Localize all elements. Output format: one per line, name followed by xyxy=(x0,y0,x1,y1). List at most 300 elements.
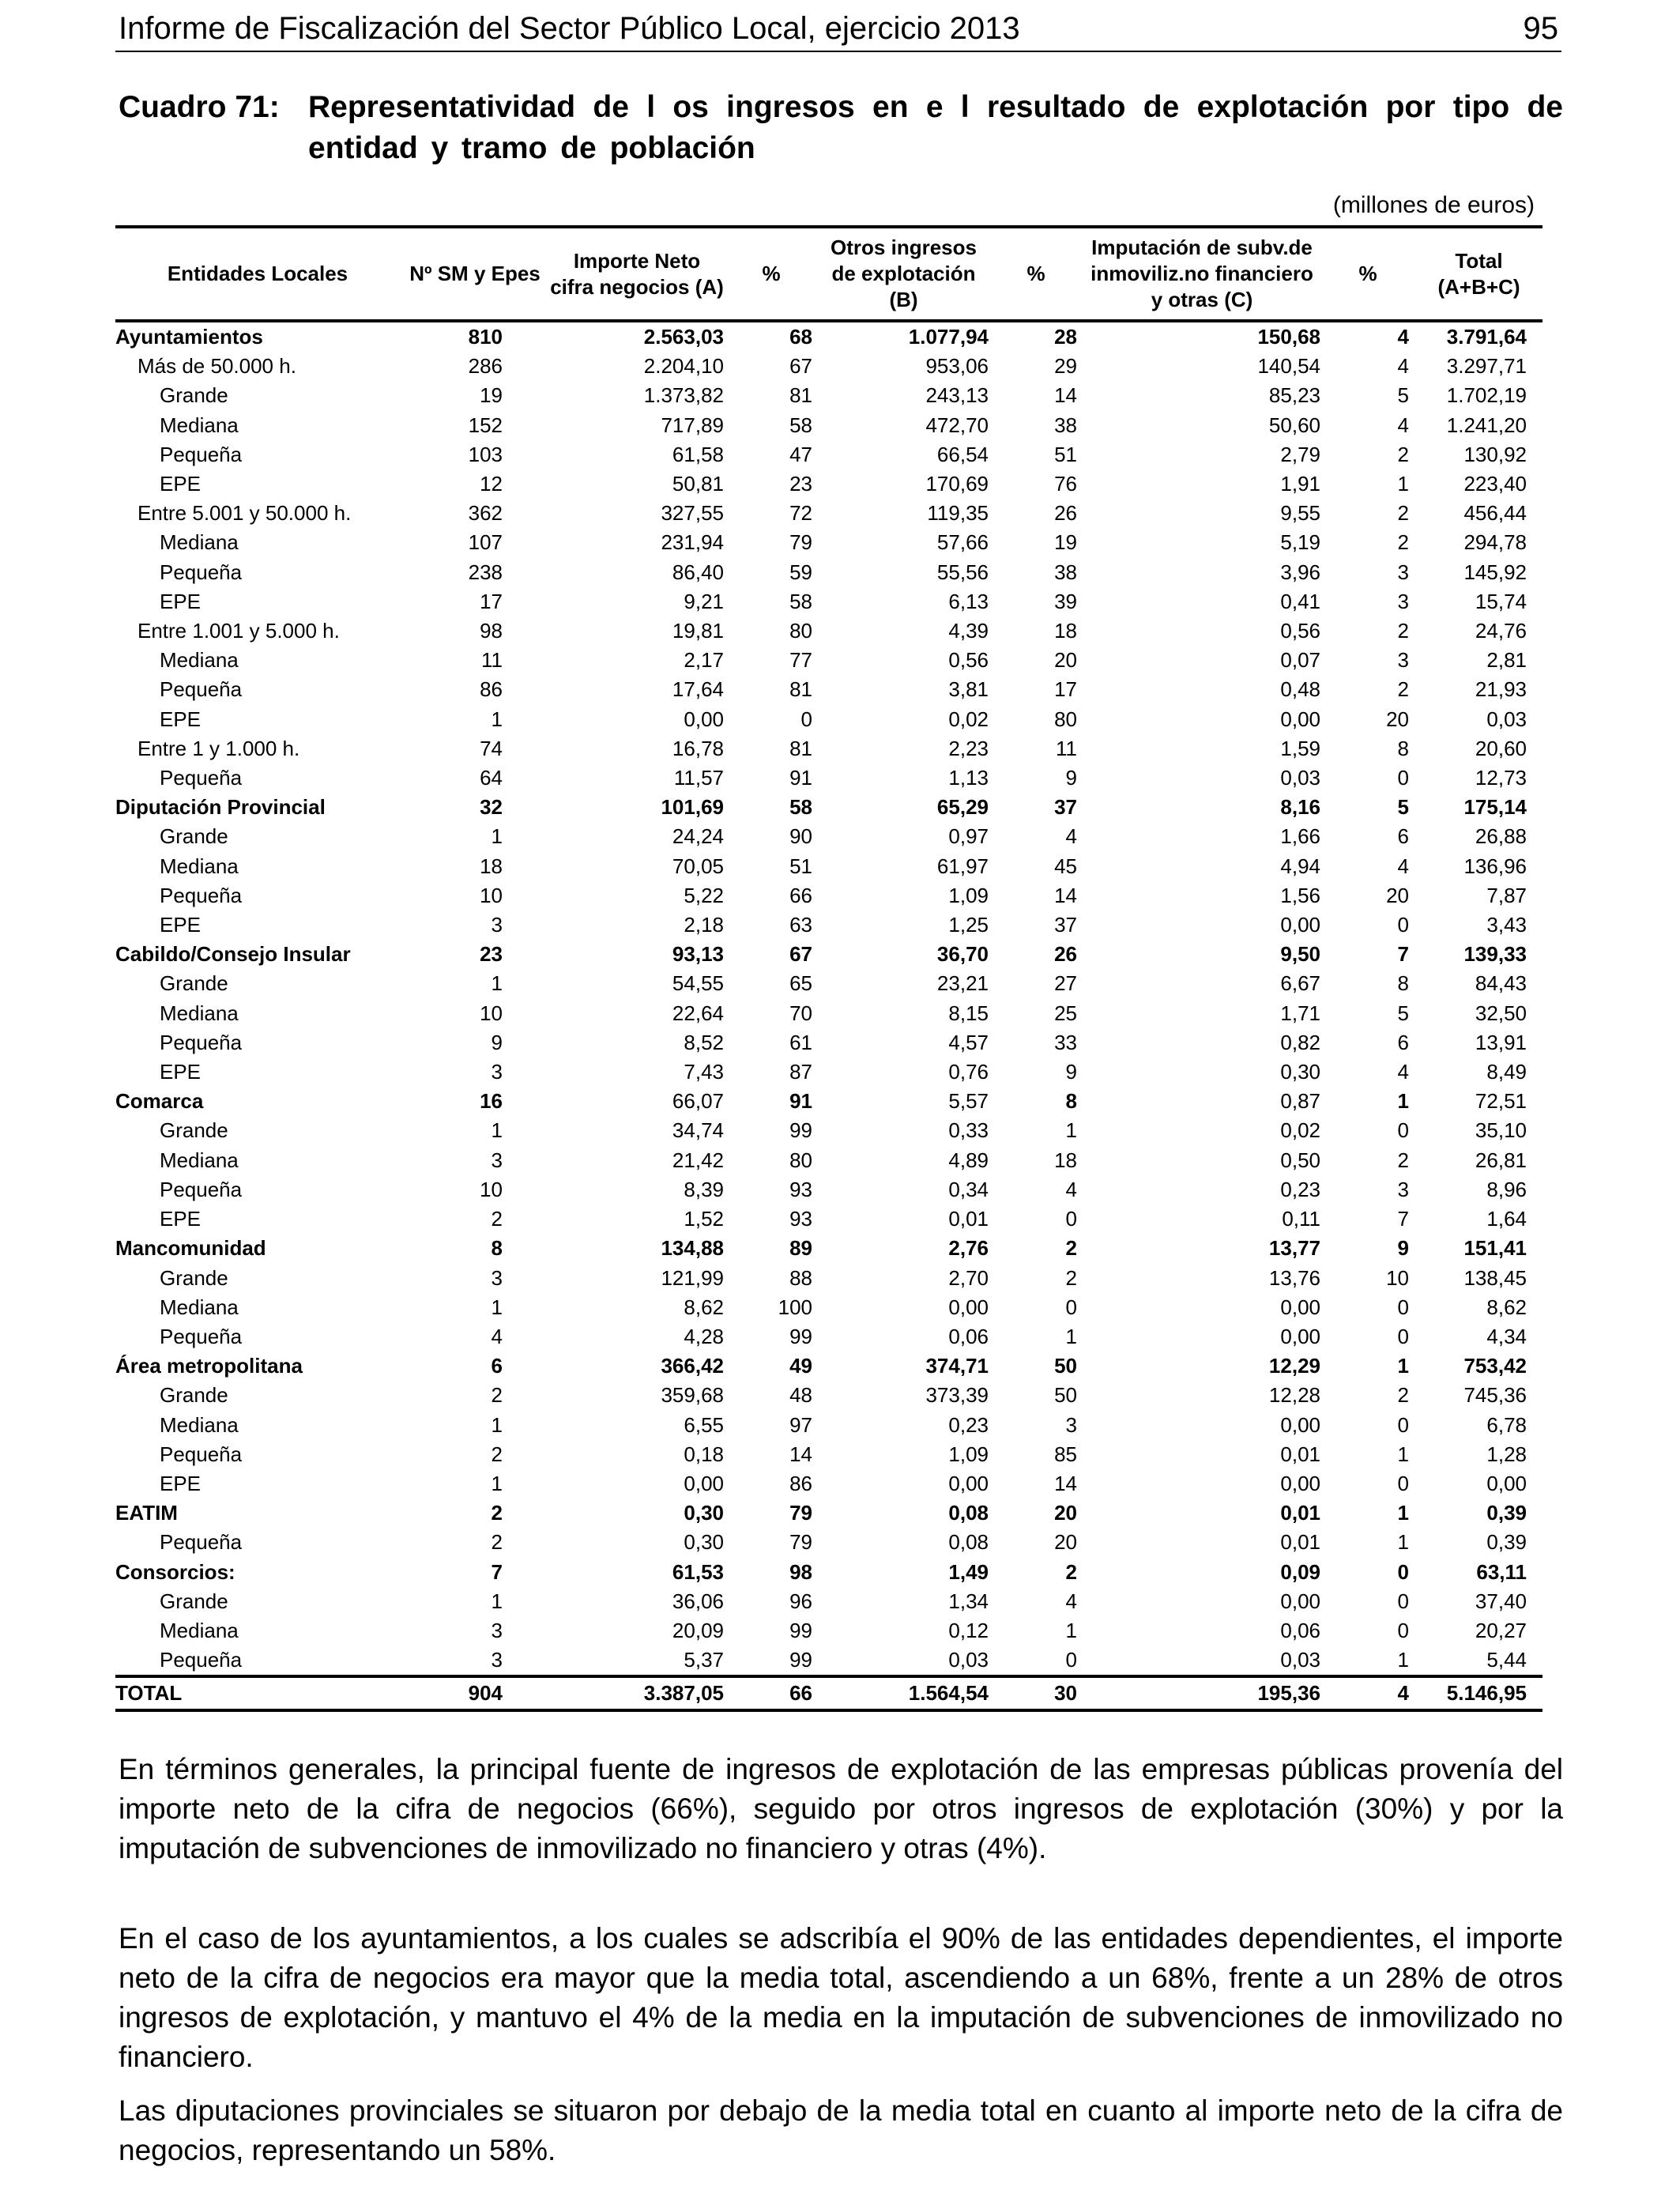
cell-net-turnover: 3.387,05 xyxy=(550,1676,724,1710)
table-row xyxy=(115,822,1543,851)
cell-other-income: 0,02 xyxy=(948,707,989,731)
cell-total: 4,34 xyxy=(1486,1324,1527,1348)
cell-subsidies: 9,50 xyxy=(1280,942,1320,967)
cell-pct-c: 8 xyxy=(1397,971,1409,996)
table-header-row xyxy=(115,227,1543,321)
cell-entity: Comarca xyxy=(115,1089,204,1114)
cell-total: 0,39 xyxy=(1486,1530,1527,1555)
cell-entity: EPE xyxy=(160,472,202,496)
table-row xyxy=(115,381,1543,410)
cell-entity: Pequeña xyxy=(160,677,243,702)
cell-pct-b: 4 xyxy=(1065,1177,1077,1201)
cell-count: 3 xyxy=(491,1265,503,1290)
cell-other-income: 1,25 xyxy=(948,913,989,937)
table-row xyxy=(115,675,1543,704)
cell-other-income: 472,70 xyxy=(925,413,989,437)
table-row xyxy=(115,1293,1543,1322)
cell-pct-b: 51 xyxy=(1054,442,1077,466)
cell-other-income: 0,97 xyxy=(948,824,989,849)
cell-pct-a: 51 xyxy=(789,854,812,878)
cell-count: 1 xyxy=(491,971,503,996)
cell-pct-b: 20 xyxy=(1054,648,1077,673)
cell-pct-c: 1 xyxy=(1397,1501,1409,1525)
cell-net-turnover: 2.204,10 xyxy=(643,354,724,379)
cell-pct-c: 3 xyxy=(1397,1177,1409,1201)
cell-pct-a: 77 xyxy=(789,648,812,673)
cell-pct-b: 45 xyxy=(1054,854,1077,878)
cell-pct-a: 47 xyxy=(789,442,812,466)
cell-pct-a: 59 xyxy=(789,560,812,584)
cell-pct-c: 10 xyxy=(1386,1265,1409,1290)
cell-pct-b: 1 xyxy=(1065,1618,1077,1642)
col-header-net-turnover: Importe Neto cifra negocios (A) xyxy=(550,227,724,321)
cell-count: 17 xyxy=(480,589,503,613)
cell-other-income: 3,81 xyxy=(948,677,989,702)
cell-subsidies: 5,19 xyxy=(1280,530,1320,555)
cell-entity: Cabildo/Consejo Insular xyxy=(115,942,351,967)
cell-pct-a: 49 xyxy=(789,1354,812,1378)
cell-other-income: 0,33 xyxy=(948,1118,989,1143)
cell-net-turnover: 0,30 xyxy=(684,1530,724,1555)
cell-entity: Mediana xyxy=(160,1618,239,1642)
cell-pct-a: 80 xyxy=(789,619,812,643)
cell-pct-c: 1 xyxy=(1397,472,1409,496)
cell-subsidies: 1,91 xyxy=(1280,472,1320,496)
cell-pct-b: 39 xyxy=(1054,589,1077,613)
cell-total: 175,14 xyxy=(1463,795,1527,820)
cell-count: 3 xyxy=(491,1648,503,1672)
cell-other-income: 953,06 xyxy=(925,354,989,379)
col-header-pct-b: % xyxy=(989,227,1083,321)
cell-pct-b: 2 xyxy=(1065,1559,1077,1584)
cell-subsidies: 1,66 xyxy=(1280,824,1320,849)
cell-count: 1 xyxy=(491,1589,503,1613)
cell-net-turnover: 4,28 xyxy=(684,1324,724,1348)
cell-pct-c: 4 xyxy=(1320,1676,1415,1710)
cell-pct-c: 2 xyxy=(1397,501,1409,526)
cell-net-turnover: 359,68 xyxy=(661,1383,724,1408)
table-row xyxy=(115,469,1543,499)
cell-count: 10 xyxy=(480,1177,503,1201)
table-row xyxy=(115,1411,1543,1440)
cell-pct-c: 6 xyxy=(1397,824,1409,849)
table-row xyxy=(115,411,1543,440)
cell-other-income: 0,12 xyxy=(948,1618,989,1642)
col-header-subsidies: Imputación de subv.de inmoviliz.no financiero y otras (C) xyxy=(1083,227,1320,321)
cell-pct-a: 66 xyxy=(724,1676,819,1710)
table-row xyxy=(115,881,1543,910)
cell-net-turnover: 366,42 xyxy=(661,1354,724,1378)
cell-pct-a: 23 xyxy=(789,472,812,496)
cell-pct-c: 5 xyxy=(1397,383,1409,408)
cell-total: 2,81 xyxy=(1486,648,1527,673)
cell-subsidies: 0,06 xyxy=(1280,1618,1320,1642)
cell-total: 84,43 xyxy=(1475,971,1527,996)
table-row xyxy=(115,1116,1543,1145)
cell-total: 0,03 xyxy=(1486,707,1527,731)
cell-total: 12,73 xyxy=(1475,766,1527,790)
table-row xyxy=(115,440,1543,469)
cell-count: 286 xyxy=(468,354,503,379)
cell-subsidies: 9,55 xyxy=(1280,501,1320,526)
cell-other-income: 36,70 xyxy=(936,942,989,967)
cell-subsidies: 50,60 xyxy=(1268,413,1320,437)
cell-entity: Entre 1 y 1.000 h. xyxy=(137,736,300,760)
cell-pct-a: 86 xyxy=(789,1471,812,1495)
cell-subsidies: 0,56 xyxy=(1280,619,1320,643)
cell-count: 103 xyxy=(468,442,503,466)
cell-pct-b: 20 xyxy=(1054,1501,1077,1525)
cell-other-income: 0,06 xyxy=(948,1324,989,1348)
cell-other-income: 6,13 xyxy=(948,589,989,613)
table-row xyxy=(115,1351,1543,1381)
cell-other-income: 1,09 xyxy=(948,1442,989,1466)
cell-total: 15,74 xyxy=(1475,589,1527,613)
cell-pct-b: 25 xyxy=(1054,1001,1077,1025)
cell-pct-a: 58 xyxy=(789,795,812,820)
cell-subsidies: 0,01 xyxy=(1280,1501,1320,1525)
cell-pct-c: 4 xyxy=(1397,413,1409,437)
cell-subsidies: 4,94 xyxy=(1280,854,1320,878)
cell-pct-b: 0 xyxy=(1065,1648,1077,1672)
cell-pct-c: 20 xyxy=(1386,707,1409,731)
cell-net-turnover: 20,09 xyxy=(672,1618,724,1642)
cell-pct-a: 65 xyxy=(789,971,812,996)
cell-entity: Mediana xyxy=(160,1001,239,1025)
table-row xyxy=(115,1616,1543,1646)
cell-pct-b: 9 xyxy=(1065,766,1077,790)
cell-count: 6 xyxy=(491,1354,503,1378)
cell-net-turnover: 17,64 xyxy=(672,677,724,702)
cell-total: 8,62 xyxy=(1486,1295,1527,1319)
cell-total: 753,42 xyxy=(1463,1354,1527,1378)
cell-subsidies: 0,03 xyxy=(1280,1648,1320,1672)
cell-pct-a: 79 xyxy=(789,530,812,555)
cell-count: 8 xyxy=(491,1236,503,1261)
cell-pct-c: 4 xyxy=(1397,354,1409,379)
cell-net-turnover: 11,57 xyxy=(673,766,724,790)
cell-count: 2 xyxy=(491,1501,503,1525)
cell-pct-b: 3 xyxy=(1065,1412,1077,1437)
cell-pct-b: 37 xyxy=(1054,795,1077,820)
cell-pct-a: 87 xyxy=(789,1060,812,1084)
cell-pct-b: 26 xyxy=(1054,942,1077,967)
cell-other-income: 0,08 xyxy=(948,1530,989,1555)
cell-subsidies: 8,16 xyxy=(1280,795,1320,820)
table-row xyxy=(115,616,1543,646)
cell-total: 5,44 xyxy=(1486,1648,1527,1672)
cell-entity: EPE xyxy=(160,1207,202,1231)
cell-count: 1 xyxy=(491,1295,503,1319)
cell-count: 1 xyxy=(491,824,503,849)
cell-net-turnover: 66,07 xyxy=(672,1089,724,1114)
cell-pct-a: 63 xyxy=(789,913,812,937)
cell-other-income: 0,03 xyxy=(948,1648,989,1672)
table-row xyxy=(115,1028,1543,1057)
cell-entity: EPE xyxy=(160,589,202,613)
cell-entity: Grande xyxy=(160,1265,228,1290)
table-row xyxy=(115,1558,1543,1587)
cell-subsidies: 85,23 xyxy=(1268,383,1320,408)
cell-entity: Entre 1.001 y 5.000 h. xyxy=(137,619,340,643)
cell-pct-c: 3 xyxy=(1397,648,1409,673)
cell-total: 130,92 xyxy=(1463,442,1527,466)
cell-total: 223,40 xyxy=(1463,472,1527,496)
cell-pct-a: 81 xyxy=(789,383,812,408)
cell-total: 8,49 xyxy=(1486,1060,1527,1084)
cell-pct-a: 93 xyxy=(789,1207,812,1231)
cell-entity: EPE xyxy=(160,913,202,937)
cell-total: 3.297,71 xyxy=(1446,354,1527,379)
cell-net-turnover: 54,55 xyxy=(672,971,724,996)
cell-pct-a: 96 xyxy=(789,1589,812,1613)
cell-total: 26,81 xyxy=(1475,1148,1527,1172)
cell-total: 138,45 xyxy=(1463,1265,1527,1290)
cell-subsidies: 0,00 xyxy=(1280,707,1320,731)
cell-subsidies: 0,00 xyxy=(1280,1412,1320,1437)
cell-pct-b: 9 xyxy=(1065,1060,1077,1084)
cell-pct-a: 99 xyxy=(789,1618,812,1642)
cell-pct-c: 1 xyxy=(1397,1442,1409,1466)
cell-subsidies: 195,36 xyxy=(1083,1676,1320,1710)
cell-pct-c: 0 xyxy=(1397,1618,1409,1642)
cell-pct-c: 7 xyxy=(1397,942,1409,967)
cell-entity: Grande xyxy=(160,1383,228,1408)
table-row xyxy=(115,1146,1543,1175)
cell-net-turnover: 9,21 xyxy=(684,589,724,613)
table-row xyxy=(115,528,1543,557)
table-row xyxy=(115,352,1543,381)
table-row xyxy=(115,1087,1543,1116)
cell-count: 1 xyxy=(491,1118,503,1143)
cell-pct-c: 5 xyxy=(1397,795,1409,820)
cell-pct-b: 18 xyxy=(1054,1148,1077,1172)
cell-entity: Consorcios: xyxy=(115,1559,235,1584)
cell-entity: Mediana xyxy=(160,1148,239,1172)
cell-net-turnover: 0,00 xyxy=(684,1471,724,1495)
cell-subsidies: 1,71 xyxy=(1280,1001,1320,1025)
cell-pct-c: 3 xyxy=(1397,560,1409,584)
cell-pct-b: 38 xyxy=(1054,413,1077,437)
cell-pct-b: 27 xyxy=(1054,971,1077,996)
cell-pct-a: 81 xyxy=(789,677,812,702)
cell-pct-c: 4 xyxy=(1397,325,1409,349)
cell-pct-b: 4 xyxy=(1065,1589,1077,1613)
cell-pct-b: 28 xyxy=(1054,325,1077,349)
cell-net-turnover: 8,62 xyxy=(684,1295,724,1319)
cell-pct-c: 0 xyxy=(1397,913,1409,937)
cell-count: 2 xyxy=(491,1207,503,1231)
cell-net-turnover: 7,43 xyxy=(684,1060,724,1084)
cell-pct-b: 0 xyxy=(1065,1295,1077,1319)
cell-pct-a: 72 xyxy=(789,501,812,526)
paragraph: Las diputaciones provinciales se situaron por debajo de la media total en cuanto al importe neto de la cifra de negocios, representando un 58%. xyxy=(119,2094,1563,2166)
cell-subsidies: 0,02 xyxy=(1280,1118,1320,1143)
cell-entity: Grande xyxy=(160,1118,228,1143)
cell-pct-c: 0 xyxy=(1397,1471,1409,1495)
cell-pct-b: 80 xyxy=(1054,707,1077,731)
table-row xyxy=(115,852,1543,881)
cell-subsidies: 0,07 xyxy=(1280,648,1320,673)
cell-entity: Mediana xyxy=(160,1295,239,1319)
cell-subsidies: 0,00 xyxy=(1280,1295,1320,1319)
cell-pct-b: 17 xyxy=(1054,677,1077,702)
cell-pct-b: 18 xyxy=(1054,619,1077,643)
cell-net-turnover: 22,64 xyxy=(672,1001,724,1025)
cell-net-turnover: 19,81 xyxy=(672,619,724,643)
cell-entity: Pequeña xyxy=(160,766,243,790)
cell-pct-b: 19 xyxy=(1054,530,1077,555)
cell-other-income: 57,66 xyxy=(936,530,989,555)
cell-other-income: 1,49 xyxy=(948,1559,989,1584)
cell-total: 24,76 xyxy=(1475,619,1527,643)
cell-total: 8,96 xyxy=(1486,1177,1527,1201)
cell-entity: Diputación Provincial xyxy=(115,795,326,820)
cell-pct-a: 91 xyxy=(789,1089,812,1114)
cell-subsidies: 0,23 xyxy=(1280,1177,1320,1201)
cell-net-turnover: 8,52 xyxy=(684,1030,724,1054)
table-row xyxy=(115,1264,1543,1293)
cell-count: 238 xyxy=(468,560,503,584)
cell-pct-b: 1 xyxy=(1065,1118,1077,1143)
cell-count: 362 xyxy=(468,501,503,526)
cell-net-turnover: 36,06 xyxy=(672,1589,724,1613)
cell-count: 11 xyxy=(481,648,503,673)
cell-count: 74 xyxy=(480,736,503,760)
cell-entity: Más de 50.000 h. xyxy=(137,354,296,379)
cell-pct-b: 11 xyxy=(1056,736,1077,760)
cell-other-income: 0,08 xyxy=(948,1501,989,1525)
cell-pct-a: 79 xyxy=(789,1530,812,1555)
cell-net-turnover: 5,22 xyxy=(684,883,724,907)
cell-total: 21,93 xyxy=(1475,677,1527,702)
cell-net-turnover: 0,00 xyxy=(684,707,724,731)
cell-other-income: 170,69 xyxy=(925,472,989,496)
cell-pct-a: 67 xyxy=(789,942,812,967)
cell-subsidies: 1,56 xyxy=(1280,883,1320,907)
cell-total: 3.791,64 xyxy=(1446,325,1527,349)
cell-net-turnover: 1.373,82 xyxy=(643,383,724,408)
cell-count: 1 xyxy=(491,1471,503,1495)
cell-pct-c: 2 xyxy=(1397,442,1409,466)
cell-pct-b: 14 xyxy=(1054,383,1077,408)
col-header-pct-c: % xyxy=(1320,227,1415,321)
cell-pct-a: 68 xyxy=(789,325,812,349)
cell-other-income: 8,15 xyxy=(948,1001,989,1025)
cell-other-income: 4,57 xyxy=(948,1030,989,1054)
cell-entity: Mediana xyxy=(160,530,239,555)
cell-net-turnover: 1,52 xyxy=(684,1207,724,1231)
cell-pct-b: 50 xyxy=(1054,1354,1077,1378)
cell-pct-c: 7 xyxy=(1397,1207,1409,1231)
cell-entity: Mancomunidad xyxy=(115,1236,266,1261)
cell-total: 5.146,95 xyxy=(1415,1676,1543,1710)
cell-other-income: 2,23 xyxy=(948,736,989,760)
cell-pct-a: 89 xyxy=(789,1236,812,1261)
cell-pct-a: 98 xyxy=(789,1559,812,1584)
cell-pct-c: 2 xyxy=(1397,1148,1409,1172)
table-row xyxy=(115,321,1543,352)
cell-subsidies: 0,30 xyxy=(1280,1060,1320,1084)
table-row xyxy=(115,910,1543,940)
cell-pct-a: 66 xyxy=(789,883,812,907)
cell-pct-c: 9 xyxy=(1397,1236,1409,1261)
cell-entity: Grande xyxy=(160,1589,228,1613)
cell-pct-b: 14 xyxy=(1054,883,1077,907)
table-row xyxy=(115,587,1543,616)
cell-subsidies: 0,41 xyxy=(1280,589,1320,613)
cell-net-turnover: 24,24 xyxy=(672,824,724,849)
page-header xyxy=(115,6,1561,52)
cell-pct-a: 97 xyxy=(789,1412,812,1437)
cell-subsidies: 0,00 xyxy=(1280,1589,1320,1613)
cell-total: 151,41 xyxy=(1463,1236,1527,1261)
cell-pct-c: 1 xyxy=(1397,1354,1409,1378)
cell-net-turnover: 21,42 xyxy=(672,1148,724,1172)
cell-entity: Pequeña xyxy=(160,883,243,907)
cell-pct-b: 1 xyxy=(1065,1324,1077,1348)
cell-subsidies: 1,59 xyxy=(1280,736,1320,760)
table-row xyxy=(115,793,1543,822)
cell-subsidies: 0,00 xyxy=(1280,1471,1320,1495)
table-row xyxy=(115,940,1543,969)
cell-pct-a: 81 xyxy=(789,736,812,760)
cell-net-turnover: 70,05 xyxy=(672,854,724,878)
cell-pct-b: 85 xyxy=(1054,1442,1077,1466)
cell-total: 63,11 xyxy=(1476,1559,1527,1584)
cell-net-turnover: 6,55 xyxy=(684,1412,724,1437)
cell-entity: Pequeña xyxy=(160,1648,243,1672)
cell-pct-c: 3 xyxy=(1397,589,1409,613)
units-note: (millones de euros) xyxy=(1332,192,1535,218)
cell-subsidies: 12,28 xyxy=(1268,1383,1320,1408)
cell-subsidies: 0,48 xyxy=(1280,677,1320,702)
cell-count: 32 xyxy=(480,795,503,820)
cell-entity: TOTAL xyxy=(115,1676,400,1710)
cell-other-income: 0,56 xyxy=(948,648,989,673)
cell-count: 23 xyxy=(480,942,503,967)
table-row xyxy=(115,1646,1543,1676)
cell-net-turnover: 61,58 xyxy=(672,442,724,466)
cell-pct-a: 99 xyxy=(789,1324,812,1348)
cell-other-income: 1,13 xyxy=(948,766,989,790)
cell-net-turnover: 93,13 xyxy=(672,942,724,967)
cell-net-turnover: 101,69 xyxy=(661,795,724,820)
table-row xyxy=(115,763,1543,793)
col-header-other-income: Otros ingresos de explotación (B) xyxy=(819,227,989,321)
cell-pct-a: 79 xyxy=(789,1501,812,1525)
cell-entity: EPE xyxy=(160,1471,202,1495)
cell-net-turnover: 327,55 xyxy=(661,501,724,526)
cell-entity: Mediana xyxy=(160,854,239,878)
cell-count: 7 xyxy=(491,1559,503,1584)
cell-pct-b: 2 xyxy=(1065,1265,1077,1290)
cell-pct-b: 0 xyxy=(1065,1207,1077,1231)
cell-total: 1,28 xyxy=(1486,1442,1527,1466)
cell-count: 10 xyxy=(480,883,503,907)
cell-pct-c: 1 xyxy=(1397,1648,1409,1672)
cell-pct-a: 99 xyxy=(789,1118,812,1143)
cell-net-turnover: 717,89 xyxy=(661,413,724,437)
cell-total: 6,78 xyxy=(1486,1412,1527,1437)
cell-pct-c: 2 xyxy=(1397,1383,1409,1408)
cell-total: 136,96 xyxy=(1463,854,1527,878)
cell-total: 72,51 xyxy=(1475,1089,1527,1114)
cell-total: 456,44 xyxy=(1463,501,1527,526)
cell-total: 32,50 xyxy=(1475,1001,1527,1025)
cell-other-income: 374,71 xyxy=(925,1354,989,1378)
cell-entity: Mediana xyxy=(160,648,239,673)
